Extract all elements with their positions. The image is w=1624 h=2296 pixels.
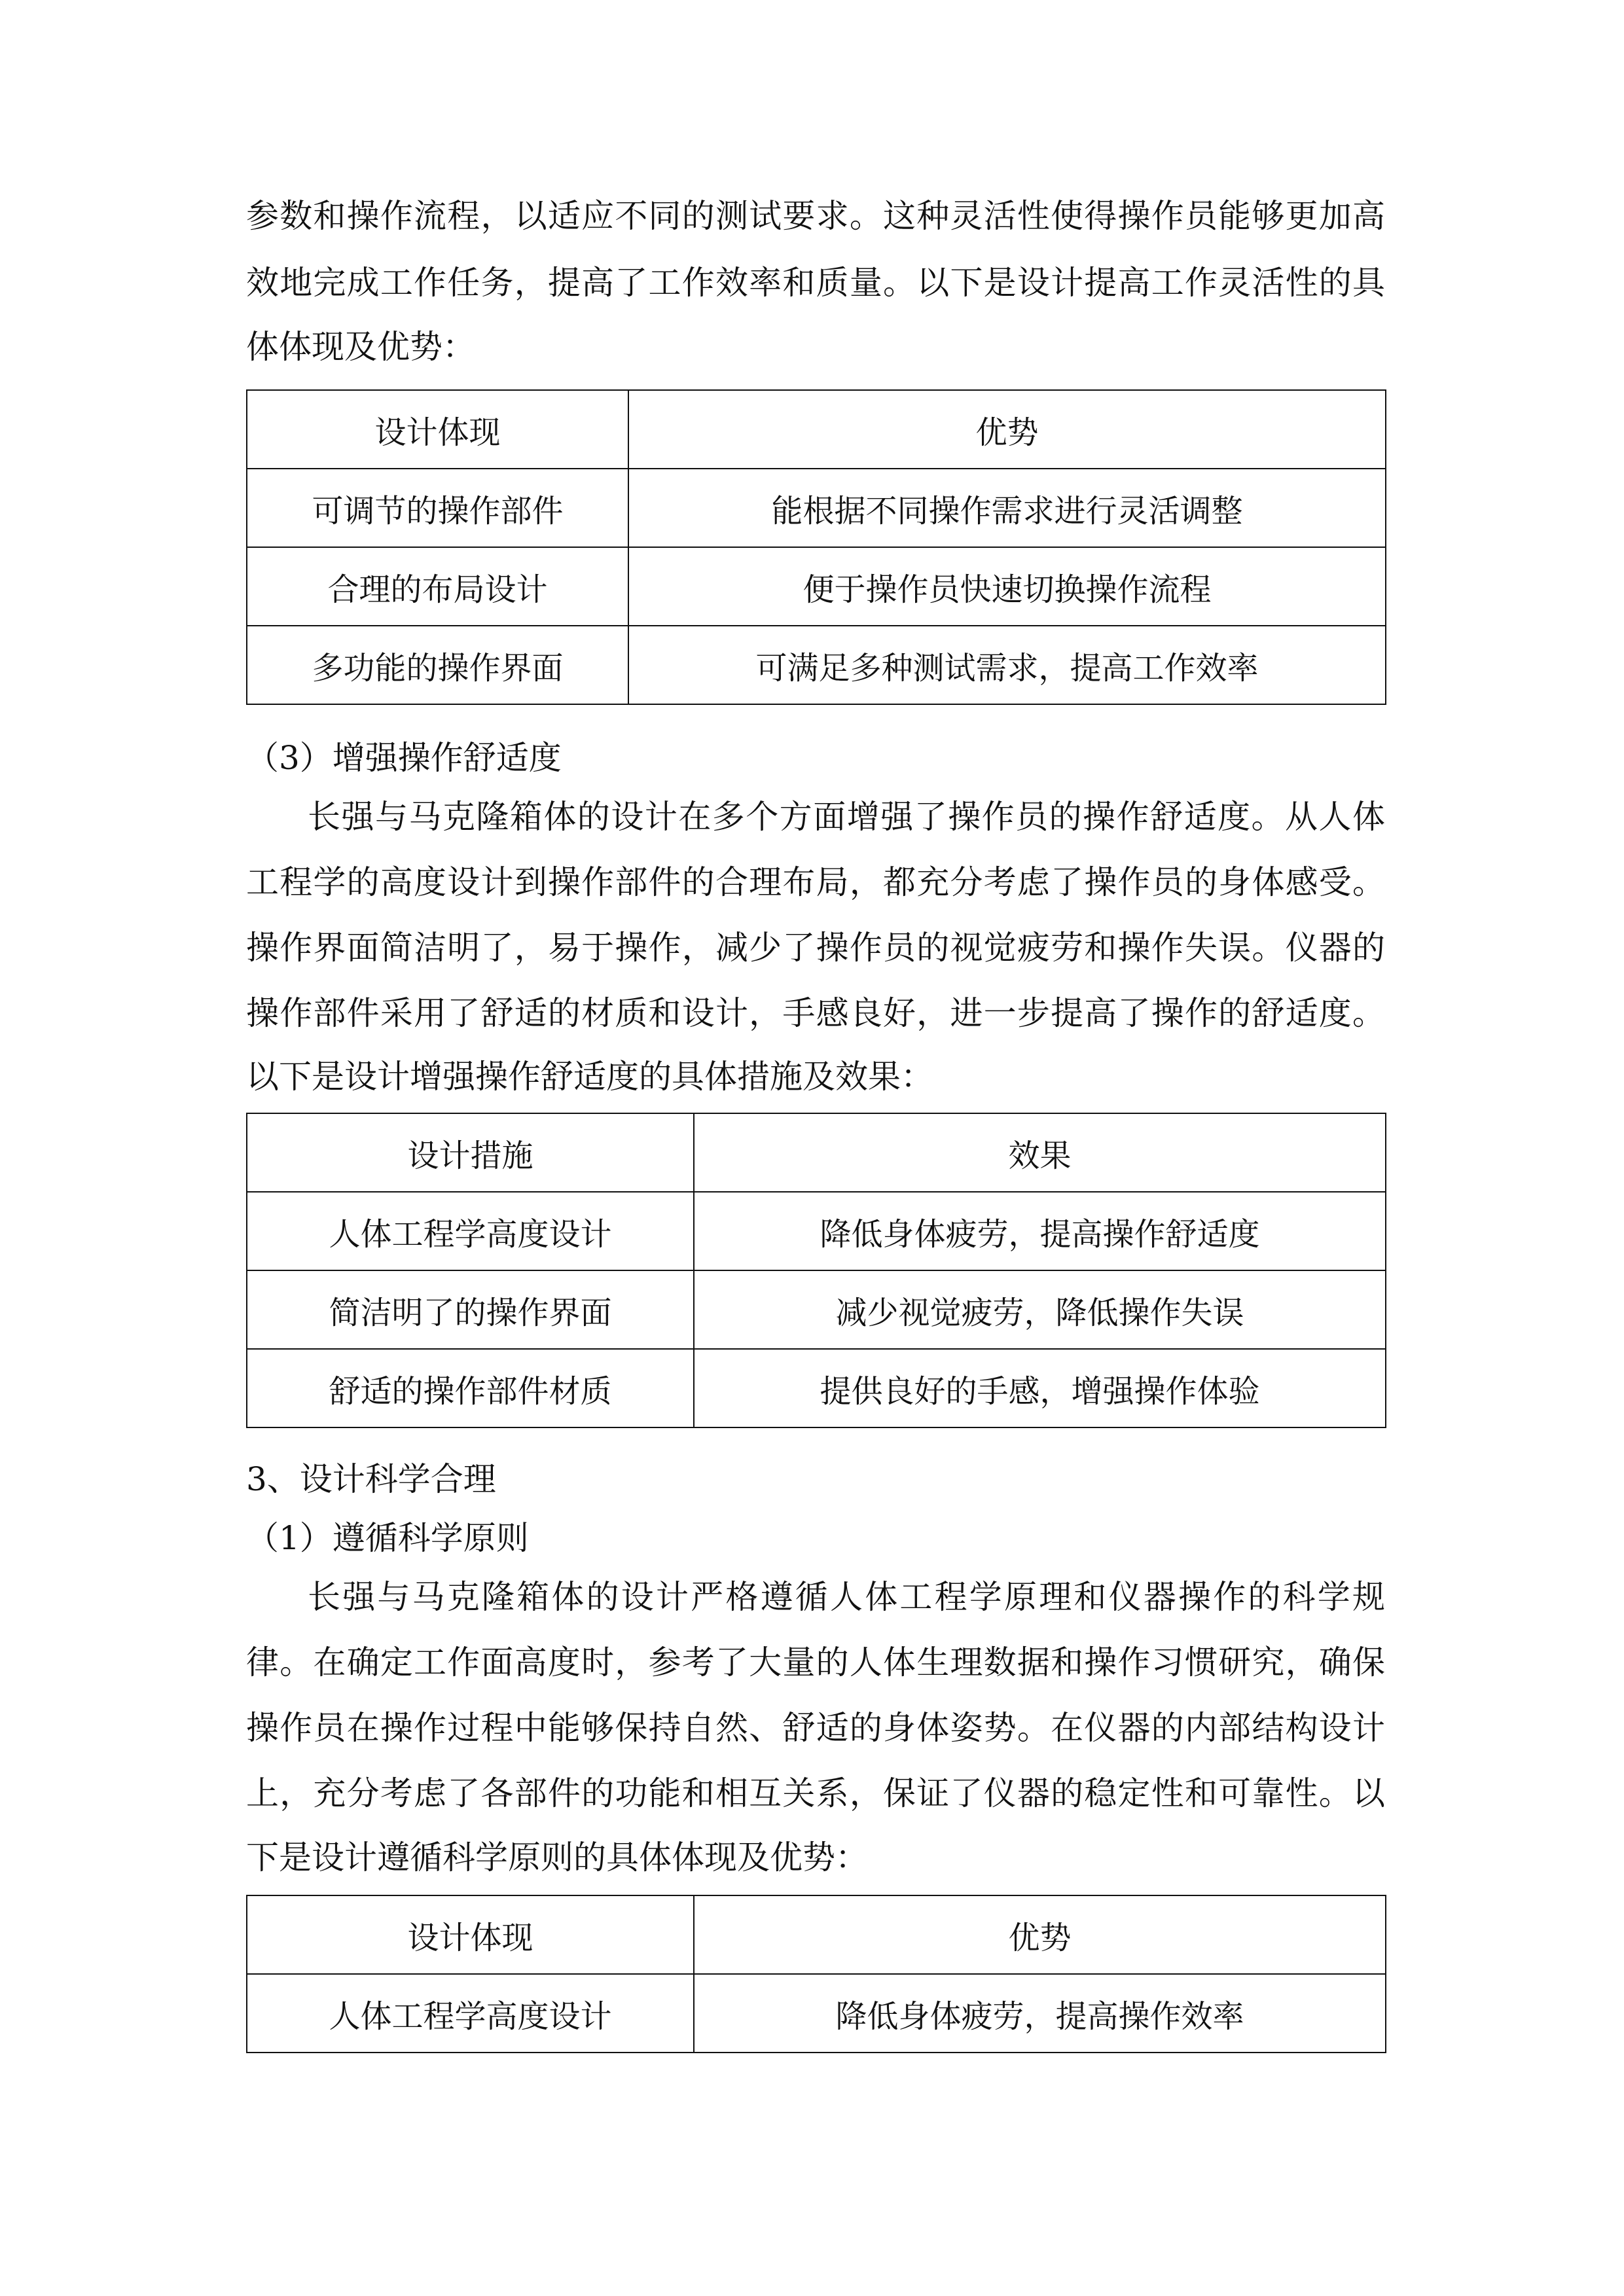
paragraph-line: 工程学的高度设计到操作部件的合理布局，都充分考虑了操作员的身体感受。 <box>246 863 1385 901</box>
table-header-cell: 设计体现 <box>247 390 628 469</box>
table-row <box>247 469 1386 547</box>
paragraph-line: 律。在确定工作面高度时，参考了大量的人体生理数据和操作习惯研究，确保 <box>246 1643 1385 1681</box>
table-header-row <box>247 1895 1386 1974</box>
table-comfort-measures <box>246 1113 1386 1428</box>
paragraph-line: 效地完成工作任务，提高了工作效率和质量。以下是设计提高工作灵活性的具 <box>246 264 1385 302</box>
section-heading: 3、设计科学合理 <box>246 1460 496 1498</box>
paragraph-line: 操作界面简洁明了，易于操作，减少了操作员的视觉疲劳和操作失误。仪器的 <box>246 929 1385 967</box>
table-header-cell: 效果 <box>694 1113 1386 1192</box>
table-cell: 能根据不同操作需求进行灵活调整 <box>628 469 1386 547</box>
paragraph-line: 长强与马克隆箱体的设计严格遵循人体工程学原理和仪器操作的科学规 <box>308 1578 1385 1616</box>
table-header-row <box>247 1113 1386 1192</box>
table-row <box>247 1192 1386 1270</box>
table-cell: 提供良好的手感，增强操作体验 <box>694 1349 1386 1427</box>
paragraph-line: 操作员在操作过程中能够保持自然、舒适的身体姿势。在仪器的内部结构设计 <box>246 1709 1385 1747</box>
table-cell: 降低身体疲劳，提高操作效率 <box>694 1974 1386 2053</box>
paragraph-line: 体体现及优势： <box>246 328 475 366</box>
table-row <box>247 547 1386 626</box>
table-cell: 可调节的操作部件 <box>247 469 628 547</box>
table-row <box>247 1349 1386 1427</box>
paragraph-line: 上，充分考虑了各部件的功能和相互关系，保证了仪器的稳定性和可靠性。以 <box>246 1774 1385 1812</box>
subsection-heading: （1）遵循科学原则 <box>246 1519 529 1557</box>
table-cell: 减少视觉疲劳，降低操作失误 <box>694 1270 1386 1349</box>
table-header-cell: 优势 <box>694 1895 1386 1974</box>
table-row <box>247 626 1386 704</box>
paragraph-line: 长强与马克隆箱体的设计在多个方面增强了操作员的操作舒适度。从人体 <box>308 798 1385 836</box>
table-cell: 简洁明了的操作界面 <box>247 1270 694 1349</box>
table-cell: 人体工程学高度设计 <box>247 1192 694 1270</box>
paragraph-line: 下是设计遵循科学原则的具体体现及优势： <box>246 1839 868 1876</box>
table-design-flexibility <box>246 389 1386 705</box>
table-row <box>247 1270 1386 1349</box>
table-cell: 多功能的操作界面 <box>247 626 628 704</box>
table-row <box>247 1974 1386 2053</box>
table-header-cell: 设计措施 <box>247 1113 694 1192</box>
paragraph-line: 以下是设计增强操作舒适度的具体措施及效果： <box>246 1058 933 1096</box>
table-cell: 便于操作员快速切换操作流程 <box>628 547 1386 626</box>
table-header-cell: 优势 <box>628 390 1386 469</box>
table-header-cell: 设计体现 <box>247 1895 694 1974</box>
paragraph-line: 操作部件采用了舒适的材质和设计，手感良好，进一步提高了操作的舒适度。 <box>246 994 1385 1032</box>
table-cell: 可满足多种测试需求，提高工作效率 <box>628 626 1386 704</box>
table-science-principles <box>246 1895 1386 2053</box>
table-cell: 合理的布局设计 <box>247 547 628 626</box>
section-heading: （3）增强操作舒适度 <box>246 739 562 777</box>
table-header-row <box>247 390 1386 469</box>
table-cell: 舒适的操作部件材质 <box>247 1349 694 1427</box>
table-cell: 人体工程学高度设计 <box>247 1974 694 2053</box>
table-cell: 降低身体疲劳，提高操作舒适度 <box>694 1192 1386 1270</box>
paragraph-line: 参数和操作流程，以适应不同的测试要求。这种灵活性使得操作员能够更加高 <box>246 197 1385 235</box>
